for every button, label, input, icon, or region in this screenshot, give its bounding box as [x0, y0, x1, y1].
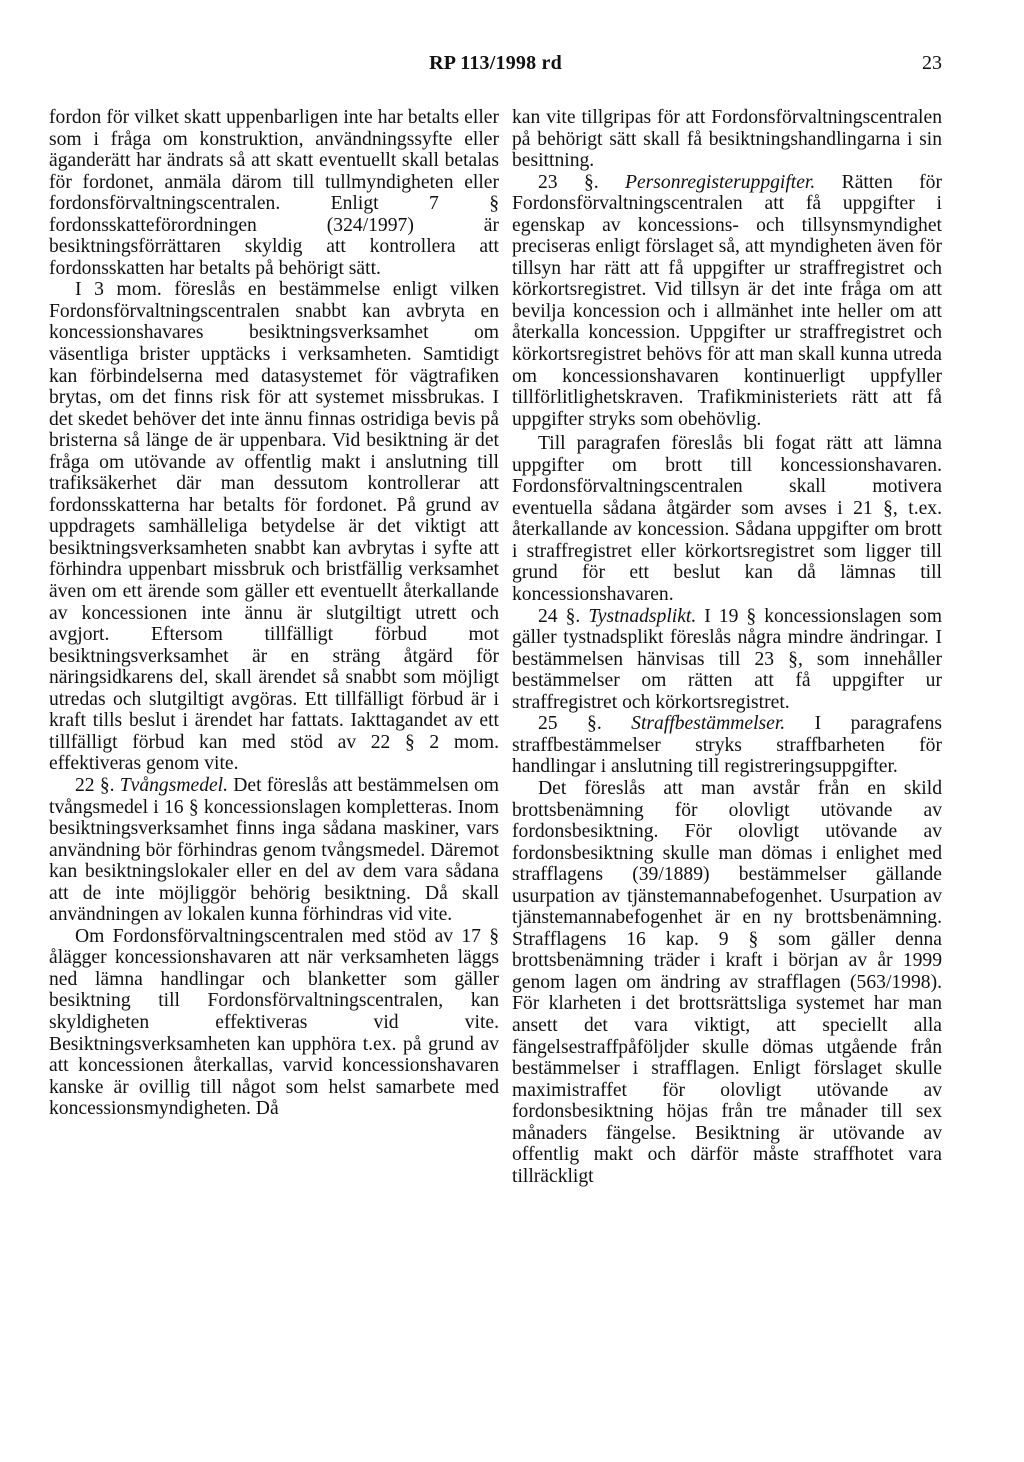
paragraph-text: I 19 § koncessionslagen som gäller tystnadsplikt föreslås några mindre ändringar. I bestämmelsen hänvisas till 23 §, som innehåller bestämmelser om rätten att få uppgifter ur straffregistret och körkortsregistret.	[512, 605, 942, 713]
paragraph	[512, 778, 942, 1187]
page-header	[49, 52, 942, 82]
paragraph	[49, 775, 499, 926]
paragraph-text: Till paragrafen föreslås bli fogat rätt att lämna uppgifter om brott till koncessionshavaren. Fordonsförvaltningscentralen skall motivera eventuella sådana åtgärder som avses i 21 §, t.ex. återkallande av koncession. Sådana uppgifter om brott i straffregistret eller körkortsregistret som ligger till grund för ett beslut kan då lämnas till koncessionshavaren.	[512, 433, 942, 606]
section-lead: 22 §.	[75, 774, 120, 796]
section-lead: 23 §.	[538, 171, 625, 193]
paragraph	[512, 172, 942, 431]
left-column	[49, 107, 499, 1120]
page-number: 23	[922, 52, 942, 74]
paragraph	[49, 279, 499, 775]
section-lead: 25 §.	[538, 713, 632, 735]
right-column	[512, 107, 942, 1187]
paragraph-text: kan vite tillgripas för att Fordonsförvaltningscentralen på behörigt sätt skall få besiktningshandlingarna i sin besittning.	[512, 107, 942, 172]
paragraph	[512, 433, 942, 605]
paragraph-text: fordon för vilket skatt uppenbarligen inte har betalts eller som i fråga om konstruktion, användningssyfte eller äganderätt har ändrats så att skatt eventuellt skall betalas för fordonet, anmäla därom till tullmyndigheten eller fordonsförvaltningscentralen. Enligt 7 § fordonsskatteförordningen (324/1997) är besiktningsförrättaren skyldig att kontrollera att fordonsskatten har betalts på behörigt sätt.	[49, 107, 499, 279]
paragraph-text: Det föreslås att bestämmelsen om tvångsmedel i 16 § koncessionslagen kompletteras. Inom besiktningsverksamhet finns inga sådana maskiner, vars användning bör förhindras genom tvångsmedel. Däremot kan besiktningslokaler eller en del av dem vara sådana att de inte möjliggör behörig besiktning. Då skall användningen av lokalen kunna förhindras vid vite.	[49, 774, 499, 926]
paragraph	[512, 107, 942, 172]
section-heading: Tvångsmedel.	[119, 774, 229, 796]
section-lead: 24 §.	[538, 605, 589, 627]
paragraph-text: Det föreslås att man avstår från en skild brottsbenämning för olovligt utövande av fordonsbesiktning. För olovligt utövande av fordonsbesiktning skulle man dömas i enlighet med strafflagens (39/1889) bestämmelser gällande usurpation av tjänstemannabefogenhet. Usurpation av tjänstemannabefogenhet är en ny brottsbenämning. Strafflagens 16 kap. 9 § som gäller denna brottsbenämning träder i kraft i början av år 1999 genom lagen om ändring av strafflagen (563/1998). För klarheten i det brottsrättsliga systemet har man ansett det vara viktigt, att speciellt alla fängelsestraffpåföljder skulle dömas utgående från bestämmelser i strafflagen. Enligt förslaget skulle maximistraffet för olovligt utövande av fordonsbesiktning höjas från tre månader till sex månaders fängelse. Besiktning är utövande av offentlig makt och därför måste straffhotet vara tillräckligt	[512, 777, 942, 1187]
paragraph-text: I 3 mom. föreslås en bestämmelse enligt vilken Fordonsförvaltningscentralen snabbt kan avbryta en koncessionshavares besiktningsverksamhet om väsentliga brister upptäcks i verksamheten. Samtidigt kan förbindelserna med datasystemet för vägtrafiken brytas, om det finns risk för att systemet missbrukas. I det skedet behöver det inte ännu finnas ostridiga bevis på bristerna så länge de är uppenbara. Vid besiktning är det fråga om utövande av offentlig makt i anslutning till trafiksäkerhet där man dessutom kontrollerar att fordonsskatterna har betalts för fordonet. På grund av uppdragets samhälleliga betydelse är det viktigt att besiktningsverksamheten snabbt kan avbrytas i syfte att förhindra uppenbart missbruk och bristfällig verksamhet även om ett ärende som gäller ett eventuellt återkallande av koncessionen inte ännu är slutgiltigt utrett och avgjort. Eftersom tillfälligt förbud mot besiktningsverksamhet är en sträng åtgärd för näringsidkarens del, skall ärendet så snabbt som möjligt utredas och slutgiltigt avgöras. Ett tillfälligt förbud är i kraft tills beslut i ärendet har fattats. Iakttagandet av ett tillfälligt förbud kan med stöd av 22 § 2 mom. effektiveras genom vite.	[49, 279, 499, 775]
section-heading: Tystnadsplikt.	[588, 605, 697, 627]
paragraph	[512, 606, 942, 714]
paragraph	[49, 107, 499, 279]
section-heading: Straffbestämmelser.	[631, 713, 786, 735]
paragraph-text: Rätten för Fordonsförvaltningscentralen att få uppgifter i egenskap av koncessions- och tillsynsmyndighet preciseras enligt förslaget så, att myndigheten även för tillsyn har rätt att få uppgifter ur straffregistret och körkortsregistret. Vid tillsyn är det inte fråga om att bevilja koncession och i allmänhet inte heller om att återkalla koncession. Uppgifter ur straffregistret och körkortsregistret behövs för att man skall kunna utreda om koncessionshavaren kontinuerligt uppfyller tillförlitlighetskraven. Trafikministeriets rätt att få uppgifter stryks som obehövlig.	[512, 171, 942, 430]
document-reference: RP 113/1998 rd	[429, 52, 562, 74]
paragraph	[512, 713, 942, 778]
paragraph-text: I paragrafens straffbestämmelser stryks straffbarheten för handlingar i anslutning till registreringsuppgifter.	[512, 713, 942, 778]
paragraph-text: Om Fordonsförvaltningscentralen med stöd av 17 § ålägger koncessionshavaren att när verksamheten läggs ned lämna handlingar och blanketter som gäller besiktning till Fordonsförvaltningscentralen, kan skyldigheten effektiveras vid vite. Besiktningsverksamheten kan upphöra t.ex. på grund av att koncessionen återkallas, varvid koncessionshavaren kanske är ovillig till något som helst samarbete med koncessionsmyndigheten. Då	[49, 925, 499, 1120]
paragraph	[49, 926, 499, 1120]
section-heading: Personregisteruppgifter.	[624, 171, 816, 193]
